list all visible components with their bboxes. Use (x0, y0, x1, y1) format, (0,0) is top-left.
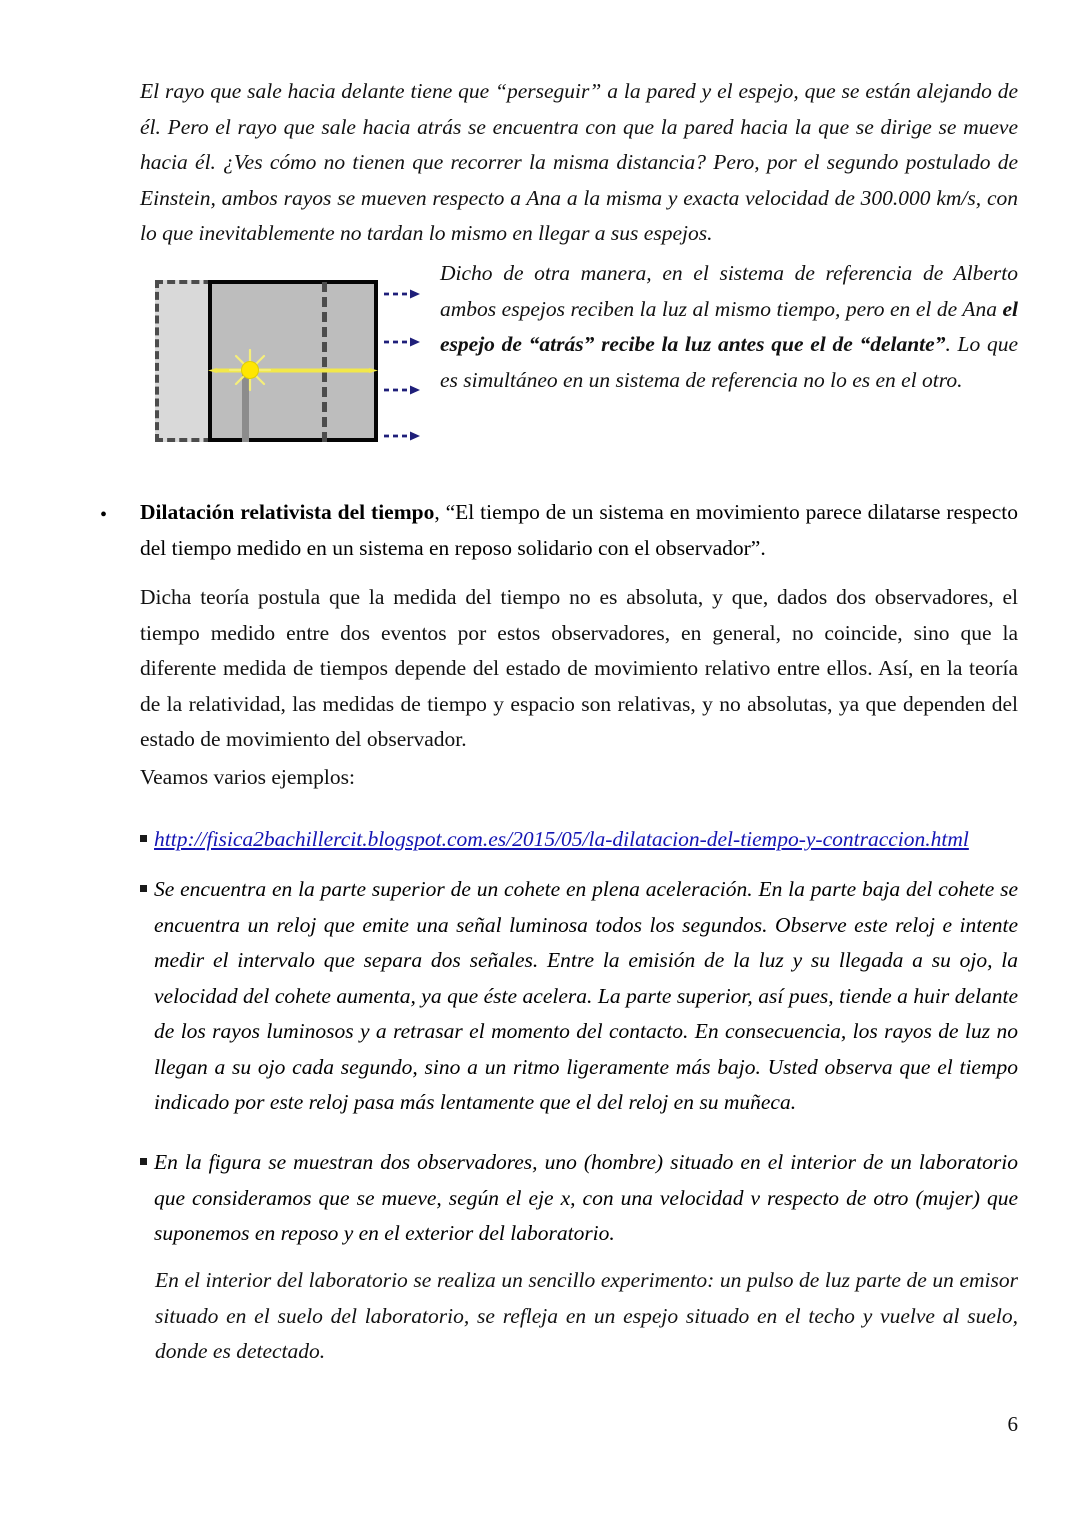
list-item-body-observadores: En la figura se muestran dos observadores, uno (hombre) situado en el interior de un laboratorio que consideramos que se mueve, según el eje x, con una velocidad v respecto de otro (mujer) que suponemos en reposo y en el exterior del laboratorio. (154, 1150, 1018, 1245)
external-link-dilatacion-tiempo[interactable]: http://fisica2bachillercit.blogspot.com.es/2015/05/la-dilatacion-del-tiempo-y-contraccion.html (154, 827, 969, 851)
page-number: 6 (1007, 1412, 1018, 1436)
paragraph-experimento: En el interior del laboratorio se realiza un sencillo experimento: un pulso de luz parte de un emisor situado en el suelo del laboratorio, se refleja en un espejo situado en el techo y vuelve al suelo, donde es detectado. (155, 1268, 1018, 1363)
side-text-part2: . Lo que es simultáneo en un sistema de referencia no lo es en el otro. (440, 332, 1019, 392)
inner-dashed-line-shape (322, 282, 327, 442)
square-bullet-marker (140, 885, 147, 892)
list-item-observadores (140, 1145, 1018, 1252)
paragraph-veamos-ejemplos: Veamos varios ejemplos: (140, 765, 355, 789)
paragraph-intro: El rayo que sale hacia delante tiene que “perseguir” a la pared y el espejo, que se están alejando de él. Pero el rayo que sale hacia atrás se encuentra con que la pared hacia la que se dirige se mueve hacia él. ¿Ves cómo no tienen que recorrer la misma distancia? Pero, por el segundo postulado de Einstein, ambos rayos se mueven respecto a Ana a la misma y exacta velocidad de 300.000 km/s, con lo que inevitablemente no tardan lo mismo en llegar a sus espejos. (140, 79, 1018, 245)
light-source-sun-icon (228, 348, 272, 392)
side-text-bold: el espejo de “atrás” recibe la luz antes que el de “delante” (440, 296, 1018, 356)
list-item-body (140, 495, 1018, 566)
list-item-cohete (140, 872, 1018, 1121)
list-item-body-cohete: Se encuentra en la parte superior de un cohete en plena aceleración. En la parte baja del cohete se encuentra un reloj que emite una señal luminosa todos los segundos. Observe este reloj e intente medir el intervalo que separa dos señales. Entre la emisión de la luz y su llegada a su ojo, la velocidad del cohete aumenta, ya que éste acelera. La parte superior, así pues, tiende a huir delante de los rayos luminosos y a retrasar el momento del contacto. En consecuencia, los rayos de luz no llegan a su ojo cada segundo, sino a un ritmo ligeramente más bajo. Usted observa que el tiempo indicado por este reloj pasa más lentamente que el del reloj en su muñeca. (154, 877, 1018, 1114)
list-item-dilatacion-relativista (100, 495, 1018, 566)
round-bullet-marker: • (100, 504, 108, 526)
figure-diagrama-tren-espejos (152, 262, 422, 452)
square-bullet-marker (140, 835, 147, 842)
list-item-body-link (154, 822, 1018, 858)
side-text-part1: Dicho de otra manera, en el sistema de referencia de Alberto ambos espejos reciben la luz al mismo tiempo, pero en el de Ana (440, 261, 1018, 321)
motion-arrows-icon (382, 280, 424, 442)
list-item-link (140, 822, 1018, 858)
paragraph-dicha-teoria: Dicha teoría postula que la medida del tiempo no es absoluta, y que, dados dos observadores, el tiempo medido entre dos eventos por estos observadores, en general, no coincide, sino que la diferente medida de tiempos depende del estado de movimiento relativo entre ellos. Así, en la teoría de la relatividad, las medidas de tiempo y espacio son relativas, y no absolutas, ya que dependen del estado de movimiento del observador. (140, 585, 1018, 751)
bullet-term-rest: , “El tiempo de un sistema en movimiento parece dilatarse respecto del tiempo medido en un sistema en reposo solidario con el observador”. (140, 500, 1018, 560)
square-bullet-marker (140, 1158, 147, 1165)
bullet-term-bold: Dilatación relativista del tiempo (140, 500, 435, 524)
paragraph-side-alberto-ana (440, 256, 1018, 398)
